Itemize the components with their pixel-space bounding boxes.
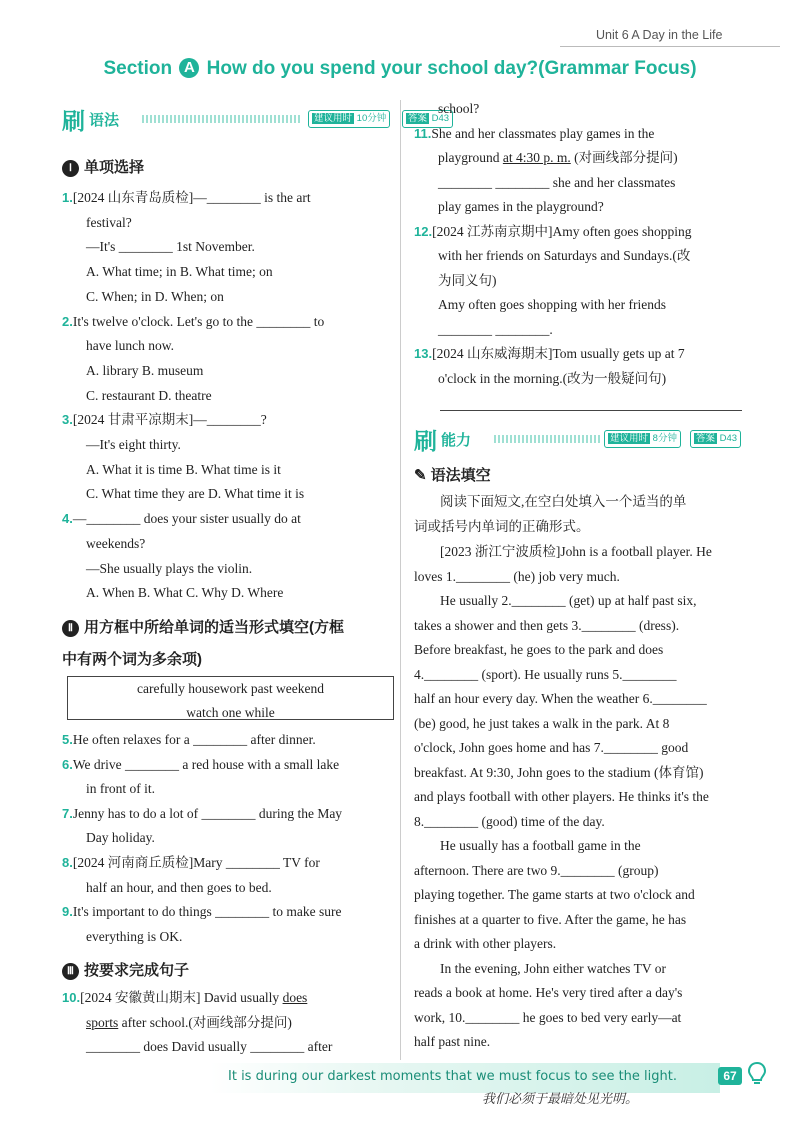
time-tag bbox=[308, 110, 390, 128]
cloze-line: takes a shower and then gets 3.________ (dress). bbox=[414, 617, 680, 633]
section-heading-text: 用方框中所给单词的适当形式填空(方框 bbox=[84, 619, 344, 636]
section-heading-text: 单项选择 bbox=[84, 159, 145, 176]
cloze-line: (be) good, he just takes a walk in the park. At 8 bbox=[414, 715, 670, 731]
roman-numeral-badge: Ⅲ bbox=[62, 963, 79, 980]
question-text: [2024 山东青岛质检]—________ is the art bbox=[72, 190, 311, 205]
question-line bbox=[62, 186, 311, 211]
cloze-heading bbox=[414, 464, 491, 485]
question-line bbox=[86, 482, 304, 507]
question-number: 4. bbox=[62, 511, 73, 527]
question-text: ________ ________ she and her classmates bbox=[438, 174, 676, 190]
question-text: 为同义句) bbox=[438, 272, 497, 288]
question-10-line-3: ________ does David usually ________ after bbox=[86, 1039, 333, 1054]
question-10 bbox=[62, 986, 307, 1011]
question-number: 7. bbox=[62, 805, 73, 821]
cloze-line: He usually 2.________ (get) up at half past six, bbox=[440, 593, 697, 608]
header-rule bbox=[560, 46, 780, 47]
answer-line bbox=[440, 410, 742, 411]
question-text: Jenny has to do a lot of ________ during the May bbox=[72, 805, 343, 821]
question-line bbox=[86, 211, 132, 236]
time-value: 10分钟 bbox=[356, 113, 387, 124]
question-text: —________ does your sister usually do at bbox=[72, 511, 301, 527]
question-text: C. What time they are D. What time it is bbox=[86, 486, 305, 502]
question-line bbox=[62, 507, 301, 532]
roman-numeral-badge: Ⅰ bbox=[62, 160, 79, 177]
question-text: A. When B. What C. Why D. Where bbox=[86, 585, 284, 601]
question-text: He often relaxes for a ________ after dinner. bbox=[72, 732, 316, 747]
question-text: Day holiday. bbox=[86, 830, 155, 846]
time-label: 建议用时 bbox=[314, 113, 353, 124]
cloze-line: playing together. The game starts at two o'clock and bbox=[414, 887, 695, 902]
question-line bbox=[86, 433, 181, 458]
answer-label: 答案 bbox=[696, 433, 716, 444]
section-heading-2 bbox=[62, 616, 344, 637]
question-line bbox=[438, 146, 678, 171]
question-text: playground bbox=[438, 150, 503, 165]
cloze-line: reads a book at home. He's very tired after a day's bbox=[414, 985, 683, 1000]
question-line bbox=[414, 220, 692, 245]
cloze-line: and plays football with other players. He thinks it's the bbox=[414, 789, 709, 804]
question-text: A. library B. museum bbox=[86, 362, 204, 378]
cloze-line: o'clock, John goes home and has 7.________ good bbox=[414, 740, 689, 755]
question-text: She and her classmates play games in the bbox=[431, 125, 655, 141]
question-line bbox=[438, 269, 497, 294]
question-text: [2024 河南商丘质检]Mary ________ TV for bbox=[72, 855, 320, 870]
question-text: [2024 江苏南京期中]Amy often goes shopping bbox=[432, 223, 692, 239]
question-text: festival? bbox=[86, 214, 132, 230]
question-text: school? bbox=[438, 101, 480, 116]
cloze-line: a drink with other players. bbox=[414, 936, 557, 951]
question-line bbox=[62, 753, 339, 778]
cloze-line: He usually has a football game in the bbox=[440, 838, 641, 853]
question-line bbox=[86, 876, 272, 901]
question-line bbox=[438, 195, 604, 220]
section-heading-text: 按要求完成句子 bbox=[84, 962, 190, 979]
question-number: 1. bbox=[62, 190, 73, 205]
underlined-text: at 4:30 p. m. bbox=[502, 150, 571, 165]
banner-dotted-rule bbox=[142, 115, 302, 123]
question-line bbox=[86, 557, 252, 582]
cloze-line: loves 1.________ (he) job very much. bbox=[414, 568, 620, 584]
section-heading-3 bbox=[62, 959, 189, 980]
pen-icon: ✎ bbox=[414, 467, 427, 484]
question-text: after school.(对画线部分提问) bbox=[118, 1015, 292, 1030]
banner-big-char: 刷 bbox=[414, 428, 437, 454]
question-number: 8. bbox=[62, 855, 73, 870]
question-text: Amy often goes shopping with her friends bbox=[438, 297, 666, 312]
word-box-line-1: carefully housework past weekend bbox=[136, 681, 325, 696]
question-line bbox=[62, 310, 324, 335]
question-number: 3. bbox=[62, 412, 73, 428]
question-line bbox=[62, 728, 316, 753]
question-text: —It's eight thirty. bbox=[86, 437, 181, 452]
cloze-line: [2023 浙江宁波质检]John is a football player. He bbox=[440, 544, 712, 559]
banner-big-char: 刷 bbox=[62, 108, 85, 134]
underlined-text: sports bbox=[86, 1015, 119, 1030]
time-label: 建议用时 bbox=[610, 433, 649, 444]
question-text: with her friends on Saturdays and Sundays.(改 bbox=[438, 248, 691, 263]
question-text: o'clock in the morning.(改为一般疑问句) bbox=[438, 370, 667, 386]
question-line bbox=[438, 293, 666, 318]
section-title bbox=[0, 58, 800, 80]
word-box-line-2: watch one while bbox=[186, 705, 275, 720]
question-text: [2024 甘肃平凉期末]—________? bbox=[72, 412, 267, 428]
question-line bbox=[86, 826, 155, 851]
question-line bbox=[86, 359, 203, 384]
banner-subtitle: 能力 bbox=[441, 432, 472, 449]
question-text: in front of it. bbox=[86, 781, 155, 797]
section-title-text: How do you spend your school day?(Grammar Focus) bbox=[206, 58, 697, 79]
cloze-line: work, 10.________ he goes to bed very early—at bbox=[414, 1009, 682, 1025]
question-text: [2024 山东威海期末]Tom usually gets up at 7 bbox=[432, 346, 685, 361]
question-line bbox=[62, 408, 267, 433]
question-number: 11. bbox=[414, 125, 432, 141]
question-line bbox=[86, 532, 145, 557]
cloze-line: afternoon. There are two 9.________ (group) bbox=[414, 862, 659, 878]
question-text: —It's ________ 1st November. bbox=[86, 239, 255, 255]
footer-quote-cn: 我们必须于最暗处见光明。 bbox=[482, 1091, 639, 1106]
cloze-line: In the evening, John either watches TV or bbox=[440, 960, 666, 976]
cloze-title: 语法填空 bbox=[430, 467, 491, 484]
banner-dotted-rule bbox=[494, 435, 600, 443]
question-line bbox=[62, 802, 342, 827]
cloze-line: Before breakfast, he goes to the park and does bbox=[414, 642, 664, 657]
question-line bbox=[438, 367, 666, 392]
cloze-line: 8.________ (good) time of the day. bbox=[414, 813, 605, 829]
question-text: half an hour, and then goes to bed. bbox=[86, 879, 272, 895]
question-line bbox=[86, 384, 212, 409]
question-line bbox=[86, 925, 182, 950]
answer-label: 答案 bbox=[408, 113, 428, 124]
question-text: A. What time; in B. What time; on bbox=[86, 264, 273, 280]
cloze-intro-1: 阅读下面短文,在空白处填入一个适当的单 bbox=[440, 494, 687, 509]
column-divider bbox=[400, 100, 401, 1060]
question-number: 12. bbox=[414, 223, 433, 239]
footer-quote-en: It is during our darkest moments that we must focus to see the light. bbox=[228, 1069, 677, 1084]
question-text: [2024 安徽黄山期末] David usually bbox=[80, 990, 283, 1005]
page-number: 67 bbox=[718, 1067, 742, 1085]
question-10-line-2 bbox=[86, 1011, 292, 1036]
question-line bbox=[438, 97, 479, 122]
question-number: 9. bbox=[62, 904, 73, 920]
question-line bbox=[438, 171, 675, 196]
question-line bbox=[414, 342, 685, 367]
question-text: (对画线部分提问) bbox=[570, 150, 678, 165]
banner-subtitle: 语法 bbox=[89, 112, 120, 129]
cloze-line: finishes at a quarter to five. After the game, he has bbox=[414, 911, 687, 927]
time-value: 8分钟 bbox=[652, 433, 677, 444]
question-number: 6. bbox=[62, 756, 73, 772]
cloze-line: 4.________ (sport). He usually runs 5.________ bbox=[414, 666, 677, 682]
question-text: A. What it is time B. What time is it bbox=[86, 461, 281, 477]
question-number: 13. bbox=[414, 346, 433, 361]
answer-value: D43 bbox=[431, 113, 450, 124]
question-text: have lunch now. bbox=[86, 338, 174, 354]
cloze-intro-2: 词或括号内单词的正确形式。 bbox=[414, 519, 590, 534]
section-letter-badge: A bbox=[179, 58, 199, 78]
section-heading-1 bbox=[62, 156, 144, 177]
question-line bbox=[86, 235, 255, 260]
lightbulb-icon bbox=[746, 1061, 768, 1087]
question-line bbox=[438, 318, 553, 343]
cloze-line: breakfast. At 9:30, John goes to the stadium (体育馆) bbox=[414, 764, 704, 780]
question-line bbox=[86, 777, 155, 802]
word-box bbox=[67, 676, 394, 720]
question-line bbox=[86, 458, 281, 483]
unit-header: Unit 6 A Day in the Life bbox=[596, 28, 723, 42]
question-text: It's important to do things ________ to make sure bbox=[72, 904, 342, 920]
question-line bbox=[438, 244, 690, 269]
cloze-line: half past nine. bbox=[414, 1034, 491, 1049]
question-text: weekends? bbox=[86, 535, 146, 551]
question-text: play games in the playground? bbox=[438, 199, 604, 214]
underlined-text: does bbox=[282, 990, 308, 1005]
question-number: 2. bbox=[62, 313, 73, 329]
answer-value: D43 bbox=[719, 433, 738, 444]
cloze-line: half an hour every day. When the weather 6.________ bbox=[414, 691, 707, 706]
question-line bbox=[86, 285, 224, 310]
question-text: It's twelve o'clock. Let's go to the ________ to bbox=[72, 313, 325, 329]
question-line bbox=[86, 260, 273, 285]
question-line bbox=[62, 900, 342, 925]
question-line bbox=[86, 334, 174, 359]
question-text: We drive ________ a red house with a small lake bbox=[72, 756, 340, 772]
time-tag bbox=[604, 430, 681, 448]
question-text: C. When; in D. When; on bbox=[86, 288, 224, 304]
question-line bbox=[414, 122, 654, 147]
question-text: ________ ________. bbox=[438, 321, 553, 337]
question-number: 5. bbox=[62, 732, 73, 747]
question-line bbox=[62, 851, 320, 876]
question-text: —She usually plays the violin. bbox=[86, 560, 253, 576]
question-text: everything is OK. bbox=[86, 928, 183, 944]
roman-numeral-badge: Ⅱ bbox=[62, 620, 79, 637]
section-heading-2-cont: 中有两个词为多余项) bbox=[62, 651, 202, 668]
question-text: C. restaurant D. theatre bbox=[86, 387, 212, 403]
question-line bbox=[86, 581, 283, 606]
answer-tag bbox=[690, 430, 741, 448]
section-prefix: Section bbox=[103, 58, 173, 79]
ability-banner bbox=[414, 427, 744, 454]
question-number: 10. bbox=[62, 990, 81, 1005]
